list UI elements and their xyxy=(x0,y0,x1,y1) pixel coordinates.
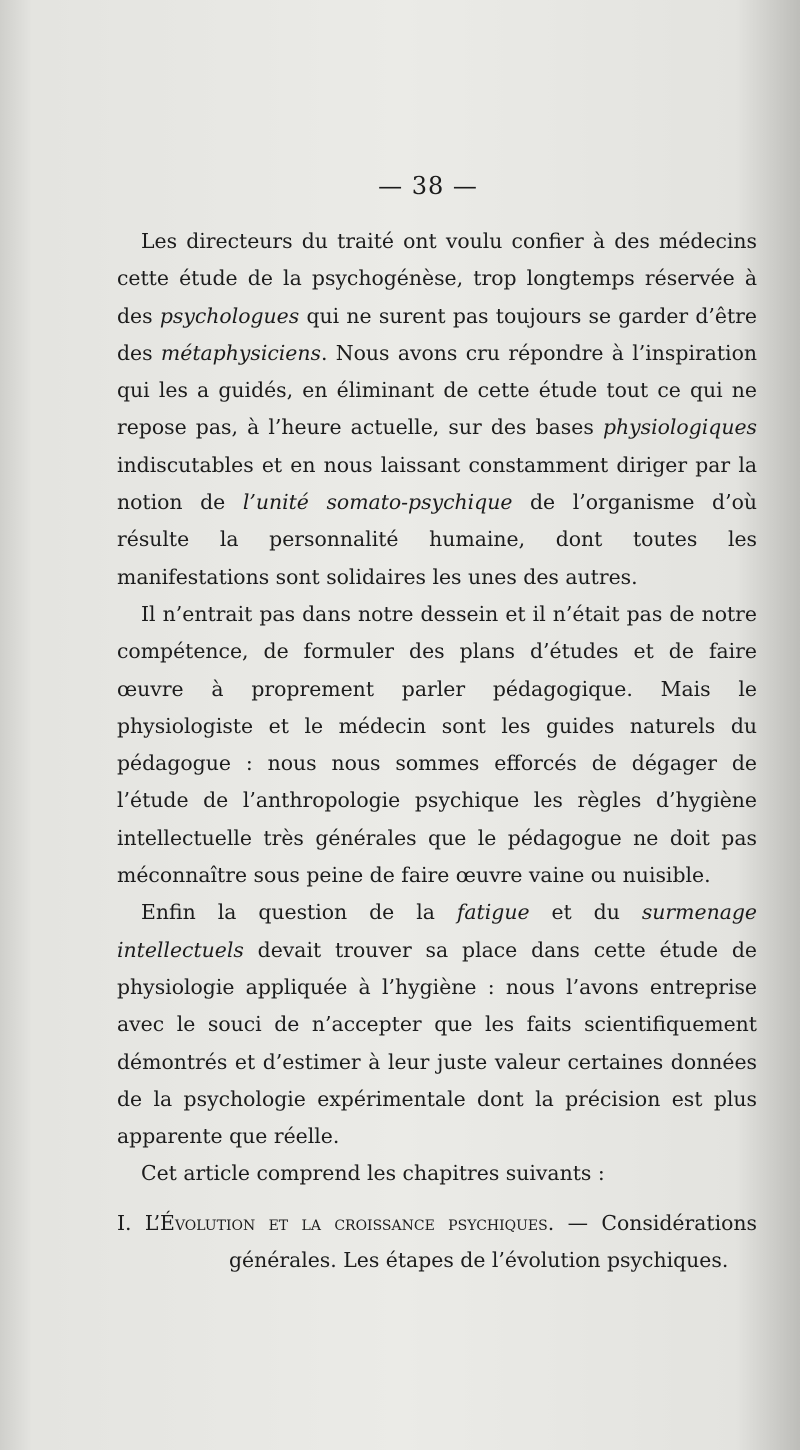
paragraph-3-emphasis-fatigue: fatigue xyxy=(456,900,530,925)
paragraph-1-text-e: de l’organisme d’où résulte la personnalité humaine, dont toutes les manifestations sont solidaires les unes des autres. xyxy=(117,490,757,589)
chapter-1-numeral: I. xyxy=(117,1210,145,1235)
paragraph-1-emphasis-physiologiques: physiologiques xyxy=(602,415,757,440)
page-number: — 38 — xyxy=(378,172,478,200)
chapter-1-description: — Considérations générales. Les étapes de l’évolution psychiques. xyxy=(229,1210,757,1273)
paragraph-1-text-d: indiscutables et en nous laissant constamment diriger par la notion de xyxy=(117,452,757,515)
paragraph-1-emphasis-unite: l’unité somato-psychique xyxy=(242,490,513,515)
chapters-intro: Cet article comprend les chapitres suivants : xyxy=(141,1161,605,1186)
chapter-1-title: L’Évolution et la croissance psychiques. xyxy=(144,1210,555,1235)
paragraph-1-emphasis-psychologues: psychologues xyxy=(159,303,300,328)
chapter-1-entry xyxy=(117,1205,757,1280)
paragraph-3-emphasis-surmenage: surmenage intellectuels xyxy=(117,900,757,962)
paragraph-2: Il n’entrait pas dans notre dessein et il n’était pas de notre compétence, de formuler des plans d’études et de faire œuvre à proprement parler pédagogique. Mais le physiologiste et le médecin sont les guides naturels du pédagogue : nous nous sommes efforcés de dégager de l’étude de l’anthropologie psychique les règles d’hygiène intellectuelle très générales que le pédagogue ne doit pas méconnaître sous peine de faire œuvre vaine ou nuisible. xyxy=(117,601,757,888)
paragraph-3-text-a: Enfin la question de la xyxy=(141,900,457,925)
paragraph-3 xyxy=(117,894,757,1155)
paragraph-1 xyxy=(117,223,757,596)
paragraph-1-emphasis-metaphysiciens: métaphysiciens xyxy=(160,340,321,365)
paragraph-1-text-c: . Nous avons cru répondre à l’inspiration qui les a guidés, en éliminant de cette étude tout ce qui ne repose pas, à l’heure actuelle, sur des bases xyxy=(117,340,757,440)
body-text xyxy=(117,223,757,1279)
paragraph-3-text-b: et du xyxy=(529,900,642,925)
paragraph-1-text-b: qui ne surent pas toujours se garder d’être des xyxy=(117,303,757,365)
paragraph-1-text-a: Les directeurs du traité ont voulu confier à des médecins cette étude de la psychogénèse, trop longtemps réservée à des xyxy=(117,229,757,328)
paragraph-3-text-c: devait trouver sa place dans cette étude de physiologie appliquée à l’hygiène : nous l’avons entreprise avec le souci de n’accepter que les faits scientifiquement démontrés et d’estimer à leur juste valeur certaines données de la psychologie expérimentale dont la précision est plus apparente que réelle. xyxy=(117,937,757,1149)
